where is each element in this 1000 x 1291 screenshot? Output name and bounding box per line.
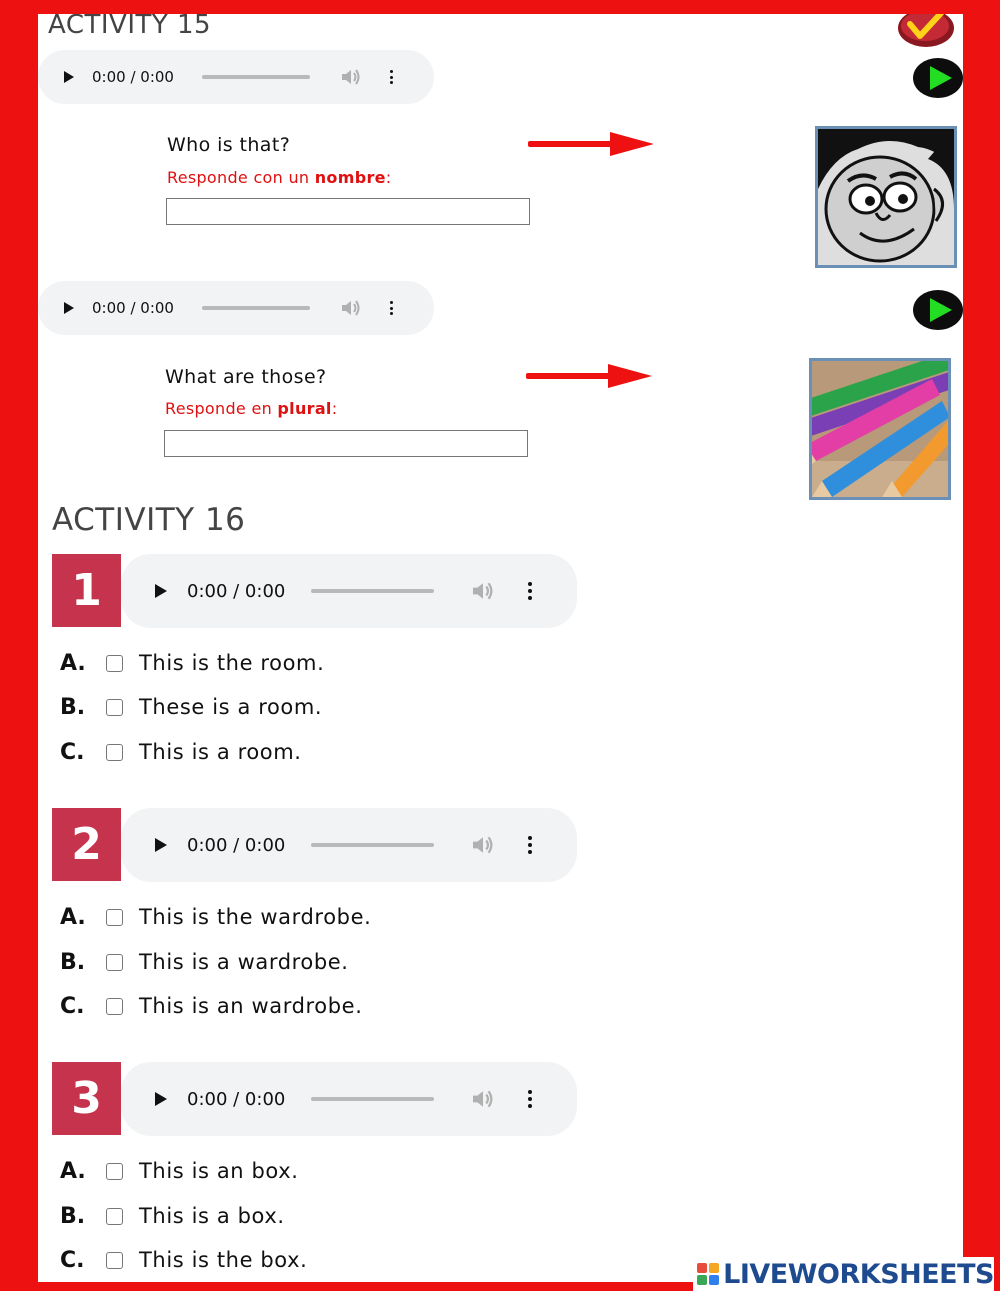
volume-icon[interactable] [470,581,496,601]
play-icon[interactable] [64,302,74,314]
option-checkbox[interactable] [106,954,123,971]
answer-option[interactable] [60,991,362,1021]
answer-option[interactable] [60,692,322,722]
play-icon[interactable] [64,71,74,83]
question-number-tile: 3 [52,1062,121,1135]
question-hint: Responde en plural: [165,399,338,418]
option-checkbox[interactable] [106,909,123,926]
arrow-icon [526,364,656,388]
question-number-tile: 1 [52,554,121,627]
activity-15-title: ACTIVITY 15 [48,14,212,40]
option-text: This is a wardrobe. [139,950,349,974]
play-icon[interactable] [155,838,167,852]
option-letter: A. [60,650,86,676]
activity-16-title: ACTIVITY 16 [52,502,246,538]
volume-icon[interactable] [470,835,496,855]
option-letter: B. [60,1203,86,1229]
option-text: This is the wardrobe. [139,905,372,929]
option-text: This is an box. [139,1159,299,1183]
more-options-icon[interactable] [528,1090,532,1108]
option-checkbox[interactable] [106,1163,123,1180]
question-number-tile: 2 [52,808,121,881]
audio-time: 0:00 / 0:00 [187,834,286,856]
colored-pencils-image [809,358,951,500]
worksheet-page [38,14,963,1282]
option-letter: C. [60,993,85,1019]
audio-player[interactable] [38,281,434,335]
liveworksheets-logo-icon [697,1263,719,1285]
answer-option[interactable] [60,737,302,767]
cartoon-face-image [815,126,957,268]
answer-option[interactable] [60,1245,307,1275]
option-text: These is a room. [139,695,323,719]
cartoon-face-icon [818,129,954,265]
option-checkbox[interactable] [106,699,123,716]
audio-time: 0:00 / 0:00 [187,1088,286,1110]
more-options-icon[interactable] [528,582,532,600]
audio-time: 0:00 / 0:00 [92,299,174,317]
check-answers-icon[interactable] [896,14,956,50]
option-checkbox[interactable] [106,1252,123,1269]
option-letter: A. [60,904,86,930]
audio-progress-track[interactable] [311,843,434,847]
audio-player[interactable] [121,808,577,882]
audio-progress-track[interactable] [202,306,310,310]
option-text: This is a box. [139,1204,285,1228]
liveworksheets-logo [693,1257,994,1291]
question-prompt: What are those? [165,366,327,388]
option-letter: C. [60,739,85,765]
volume-icon[interactable] [470,1089,496,1109]
audio-progress-track[interactable] [202,75,310,79]
option-checkbox[interactable] [106,998,123,1015]
audio-time: 0:00 / 0:00 [187,580,286,602]
audio-progress-track[interactable] [311,1097,434,1101]
option-letter: C. [60,1247,85,1273]
play-icon [930,66,952,90]
play-icon [930,298,952,322]
option-letter: B. [60,949,86,975]
question-hint: Responde con un nombre: [167,168,392,187]
option-text: This is an wardrobe. [139,994,363,1018]
option-checkbox[interactable] [106,1208,123,1225]
audio-progress-track[interactable] [311,589,434,593]
answer-option[interactable] [60,902,371,932]
audio-player[interactable] [121,1062,577,1136]
more-options-icon[interactable] [528,836,532,854]
colored-pencils-icon [812,361,948,497]
play-icon[interactable] [155,1092,167,1106]
option-checkbox[interactable] [106,655,123,672]
option-text: This is a room. [139,740,302,764]
volume-icon[interactable] [340,68,362,86]
play-icon[interactable] [155,584,167,598]
audio-player[interactable] [121,554,577,628]
option-text: This is the room. [139,651,325,675]
more-options-icon[interactable] [390,70,393,84]
answer-option[interactable] [60,947,349,977]
more-options-icon[interactable] [390,301,393,315]
option-letter: A. [60,1158,86,1184]
question-prompt: Who is that? [167,134,291,156]
answer-option[interactable] [60,648,324,678]
audio-player[interactable] [38,50,434,104]
audio-time: 0:00 / 0:00 [92,68,174,86]
volume-icon[interactable] [340,299,362,317]
answer-option[interactable] [60,1156,299,1186]
play-audio-button[interactable] [913,58,963,98]
brand-name: LIVEWORKSHEETS [723,1258,994,1290]
answer-input[interactable] [164,430,528,457]
option-letter: B. [60,694,86,720]
answer-option[interactable] [60,1201,285,1231]
play-audio-button[interactable] [913,290,963,330]
option-checkbox[interactable] [106,744,123,761]
option-text: This is the box. [139,1248,308,1272]
answer-input[interactable] [166,198,530,225]
arrow-icon [528,132,658,156]
